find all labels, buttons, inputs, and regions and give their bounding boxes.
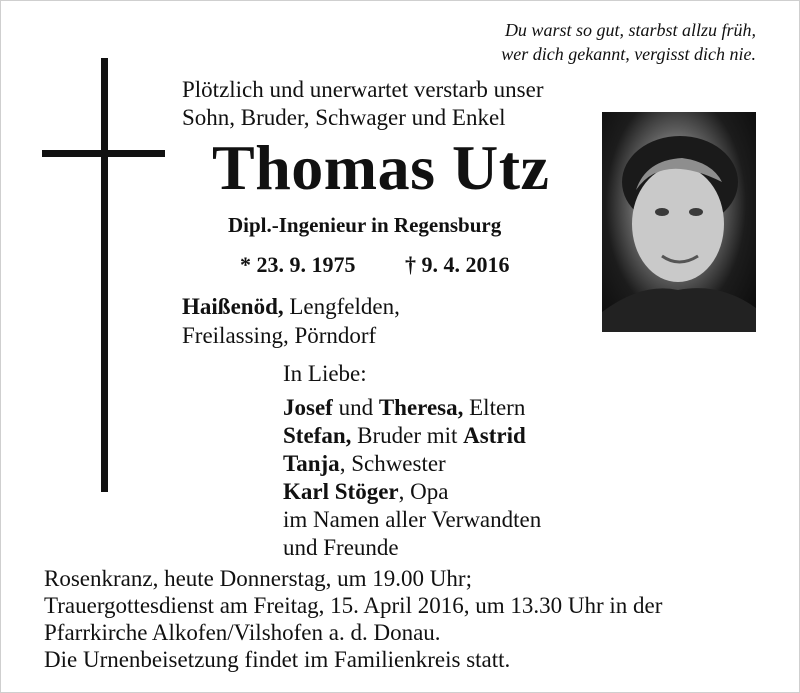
place-rest: Lengfelden,: [283, 294, 400, 319]
mourner-text: , Opa: [398, 479, 449, 504]
motto-line: wer dich gekannt, vergisst dich nie.: [501, 44, 756, 64]
places-line: Freilassing, Pörndorf: [182, 323, 377, 348]
service-info: [44, 565, 662, 673]
service-line: Trauergottesdienst am Freitag, 15. April 2016, um 13.30 Uhr in der: [44, 593, 663, 618]
intro-line: Sohn, Bruder, Schwager und Enkel: [182, 105, 506, 130]
cross-icon: [101, 58, 108, 492]
birth-date: * 23. 9. 1975: [240, 252, 356, 277]
service-line: Die Urnenbeisetzung findet im Familienkreis statt.: [44, 647, 511, 672]
mourners-heading: In Liebe:: [283, 361, 367, 386]
intro-line: Plötzlich und unerwartet verstarb unser: [182, 77, 544, 102]
mourner-text: Eltern: [463, 395, 526, 420]
portrait-photo: [602, 112, 756, 332]
mourner-name: Karl Stöger: [283, 479, 399, 504]
mourners: [283, 360, 541, 562]
mourner-name: Josef: [283, 395, 333, 420]
place-bold: Haißenöd,: [182, 294, 284, 319]
places: [182, 292, 400, 350]
mourner-row: [283, 450, 541, 478]
service-line: Rosenkranz, heute Donnerstag, um 19.00 Uhr;: [44, 566, 472, 591]
deceased-name: Thomas Utz: [212, 132, 550, 203]
motto-line: Du warst so gut, starbst allzu früh,: [504, 20, 756, 40]
mourner-row: [283, 422, 541, 450]
deceased-title: Dipl.-Ingenieur in Regensburg: [228, 213, 502, 237]
mourner-name: Astrid: [463, 423, 526, 448]
mourner-row: [283, 478, 541, 506]
places-line: [182, 292, 400, 321]
mourner-row: und Freunde: [283, 535, 399, 560]
motto: [501, 18, 756, 66]
life-dates: [240, 252, 510, 278]
death-date: † 9. 4. 2016: [405, 252, 510, 277]
mourner-text: , Schwester: [339, 451, 446, 476]
mourner-text: und: [332, 395, 379, 420]
mourner-row: im Namen aller Verwandten: [283, 507, 542, 532]
service-line: Pfarrkirche Alkofen/Vilshofen a. d. Donau.: [44, 620, 441, 645]
portrait-image: [602, 112, 756, 332]
cross-icon-bar: [42, 150, 165, 157]
mourner-name: Stefan,: [283, 423, 352, 448]
intro-text: [182, 76, 544, 132]
mourner-name: Theresa,: [378, 395, 464, 420]
mourner-name: Tanja: [283, 451, 340, 476]
mourner-text: Bruder mit: [351, 423, 464, 448]
mourner-row: [283, 394, 541, 422]
